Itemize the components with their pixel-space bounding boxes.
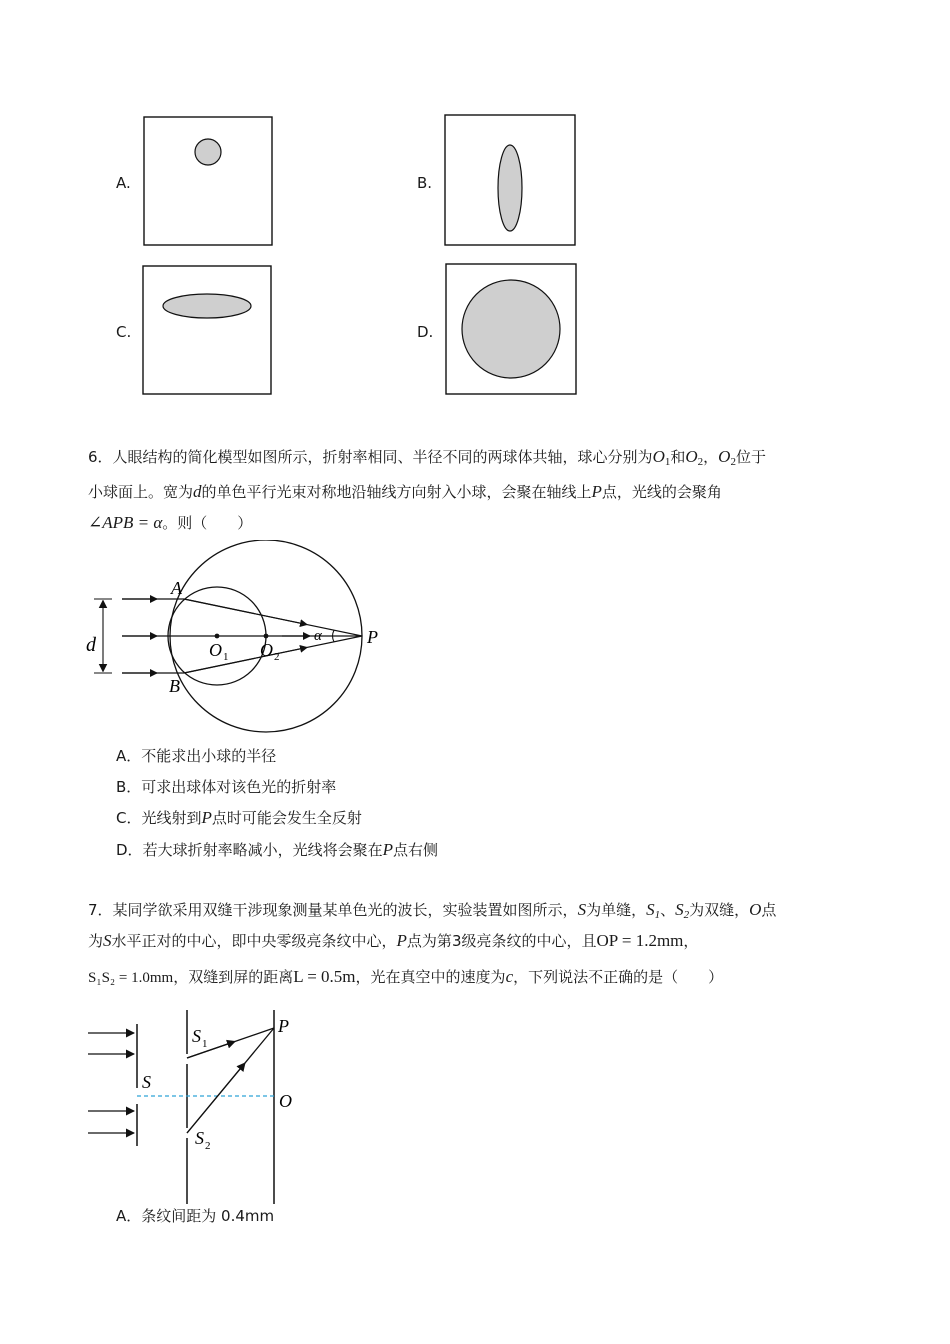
q6-option-a: A．不能求出小球的半径 bbox=[116, 747, 277, 765]
light-spot bbox=[498, 145, 522, 231]
q7-number: 7． bbox=[88, 901, 113, 919]
label-s1-sub: 1 bbox=[202, 1038, 208, 1050]
ray-s2-arrow bbox=[187, 1063, 245, 1133]
light-spot bbox=[195, 139, 221, 165]
label-o1: O bbox=[209, 640, 222, 660]
q7-stem-line2: 为S水平正对的中心，即中央零级亮条纹中心，P点为第3级亮条纹的中心，且OP = 1.2mm， bbox=[88, 931, 699, 950]
center-o2-dot bbox=[264, 634, 269, 639]
d-arrow-bottom bbox=[99, 664, 107, 672]
refracted-ray-top-arrow bbox=[184, 599, 307, 625]
light-spot bbox=[163, 294, 251, 318]
q5-option-b-label: B. bbox=[417, 174, 433, 192]
q6-stem-line2 bbox=[88, 482, 722, 502]
label-alpha: α bbox=[314, 628, 322, 644]
q6-stem-part2: 位于 bbox=[735, 448, 766, 466]
q5-option-d-label: D. bbox=[417, 323, 434, 341]
q7-s1s2-expression: S₁S₂ = 1.0mm bbox=[88, 970, 174, 986]
q7-double-slit-figure bbox=[84, 1006, 304, 1206]
label-o: O bbox=[279, 1091, 292, 1111]
q5-option-d-figure bbox=[445, 263, 579, 397]
q6-option-c: C．光线射到P点时可能会发生全反射 bbox=[116, 808, 362, 827]
screen-frame bbox=[143, 266, 271, 394]
q6-stem-line1 bbox=[88, 447, 766, 472]
q5-option-a-figure bbox=[143, 116, 275, 248]
q6-d: d bbox=[193, 482, 202, 501]
label-o1-sub: 1 bbox=[223, 651, 229, 663]
q6-line3-b: 。则（ ） bbox=[162, 514, 253, 532]
q6-o1: $O_1$ bbox=[652, 447, 671, 468]
label-a: A bbox=[171, 578, 182, 598]
q5-option-c-label: C. bbox=[116, 323, 132, 341]
q6-line2-a: 小球面上。宽为 bbox=[88, 483, 194, 501]
q6-stem-line3 bbox=[88, 513, 252, 533]
q6-o2: $O_2$ bbox=[685, 447, 704, 468]
label-s2-sub: 2 bbox=[205, 1140, 211, 1152]
q6-stem-text: 人眼结构的简化模型如图所示，折射率相同、半径不同的两球体共轴，球心分别为 bbox=[112, 448, 653, 466]
label-p: P bbox=[278, 1016, 289, 1036]
light-spot bbox=[462, 280, 560, 378]
q6-line2-b: 的单色平行光束对称地沿轴线方向射入小球，会聚在轴线上 bbox=[201, 483, 592, 501]
label-s1: S bbox=[192, 1026, 201, 1046]
q7-op-expression: OP = 1.2mm bbox=[596, 931, 684, 950]
q7-option-a: A．条纹间距为 0.4mm bbox=[116, 1207, 275, 1225]
screen-frame bbox=[144, 117, 272, 245]
q5-option-b-figure bbox=[444, 114, 578, 248]
d-arrow-top bbox=[99, 600, 107, 608]
label-p: P bbox=[367, 627, 378, 647]
q5-option-c-figure bbox=[142, 265, 274, 397]
label-d: d bbox=[86, 634, 96, 656]
q6-comma: ， bbox=[703, 448, 719, 466]
center-o1-dot bbox=[215, 634, 220, 639]
q7-stem-line3: S₁S₂ = 1.0mm，双缝到屏的距离L = 0.5m，光在真空中的速度为c，下列说法不正确的是（ ） bbox=[88, 967, 724, 986]
q6-line2-c: 点，光线的会聚角 bbox=[601, 483, 722, 501]
q5-option-a-label: A. bbox=[116, 174, 131, 192]
q6-option-b: B．可求出球体对该色光的折射率 bbox=[116, 778, 337, 796]
label-o2: O bbox=[260, 640, 273, 660]
q6-number: 6． bbox=[88, 448, 113, 466]
refracted-ray-bottom-arrow bbox=[184, 647, 307, 673]
q6-and: 和 bbox=[670, 448, 686, 466]
label-s2: S bbox=[195, 1128, 204, 1148]
q6-p: P bbox=[591, 482, 602, 501]
q6-eye-model-figure bbox=[82, 540, 392, 740]
label-o2-sub: 2 bbox=[274, 651, 280, 663]
q6-angle-expression: ∠APB = α bbox=[88, 513, 163, 532]
label-b: B bbox=[169, 676, 180, 696]
q7-stem-line1: 7．某同学欲采用双缝干涉现象测量某单色光的波长，实验装置如图所示，S为单缝，$S_1$、$S_2$为双缝，O点 bbox=[88, 900, 777, 921]
q6-o2b: $O_2$ bbox=[718, 447, 736, 468]
q6-option-d: D．若大球折射率略减小，光线将会聚在P点右侧 bbox=[116, 840, 438, 859]
label-s: S bbox=[142, 1072, 151, 1092]
q7-l-expression: L = 0.5m bbox=[293, 967, 356, 986]
